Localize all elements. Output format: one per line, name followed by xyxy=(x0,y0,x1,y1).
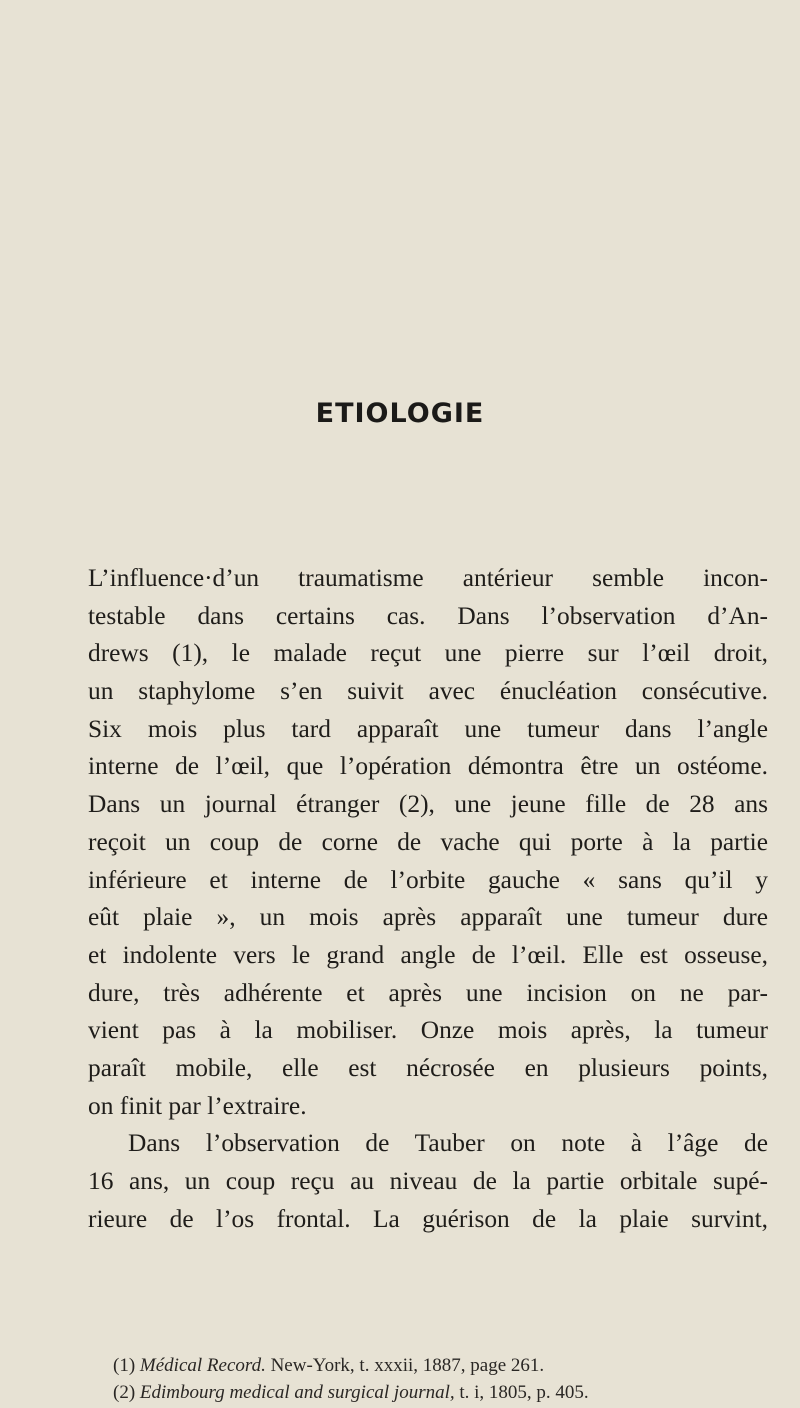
footnote-source-title: Edimbourg medical and surgical journal, xyxy=(139,1382,455,1403)
text-line: paraît mobile, elle est nécrosée en plusieurs points, xyxy=(88,1053,768,1082)
footnote-marker: (2) xyxy=(113,1382,136,1403)
text-line: Six mois plus tard apparaît une tumeur dans l’angle xyxy=(88,714,768,743)
footnote-marker: (1) xyxy=(113,1355,136,1376)
footnotes xyxy=(113,1352,768,1406)
footnote-source-title: Médical Record. xyxy=(139,1355,266,1376)
text-line: un staphylome s’en suivit avec énucléation consécutive. xyxy=(88,677,768,706)
footnote-details: New-York, t. xxxii, 1887, page 261. xyxy=(270,1355,545,1376)
text-line: Dans un journal étranger (2), une jeune fille de 28 ans xyxy=(88,790,768,819)
text-line: L’influence·d’un traumatisme antérieur semble incon- xyxy=(88,564,768,592)
text-line: Dans l’observation de Tauber on note à l’âge de xyxy=(128,1129,768,1158)
footnote xyxy=(113,1352,768,1379)
text-line: 16 ans, un coup reçu au niveau de la partie orbitale supé- xyxy=(88,1167,768,1195)
text-line: reçoit un coup de corne de vache qui porte à la partie xyxy=(88,827,768,856)
text-line: eût plaie », un mois après apparaît une tumeur dure xyxy=(88,903,768,932)
text-line: inférieure et interne de l’orbite gauche « sans qu’il y xyxy=(88,865,768,894)
text-line: et indolente vers le grand angle de l’œil. Elle est osseuse, xyxy=(88,940,768,969)
chapter-heading: ETIOLOGIE xyxy=(315,398,485,429)
text-line: testable dans certains cas. Dans l’observation d’An- xyxy=(88,601,768,630)
footnote-details: t. i, 1805, p. 405. xyxy=(459,1382,589,1403)
text-line: interne de l’œil, que l’opération démontra être un ostéome. xyxy=(88,752,768,781)
footnote xyxy=(113,1379,768,1406)
text-line: rieure de l’os frontal. La guérison de la plaie survint, xyxy=(88,1204,768,1233)
text-line: vient pas à la mobiliser. Onze mois après, la tumeur xyxy=(88,1016,768,1045)
body-text xyxy=(88,560,768,1238)
text-line: on finit par l’extraire. xyxy=(88,1091,307,1120)
text-line: dure, très adhérente et après une incision on ne par- xyxy=(88,978,768,1007)
text-line: drews (1), le malade reçut une pierre sur l’œil droit, xyxy=(88,639,768,668)
